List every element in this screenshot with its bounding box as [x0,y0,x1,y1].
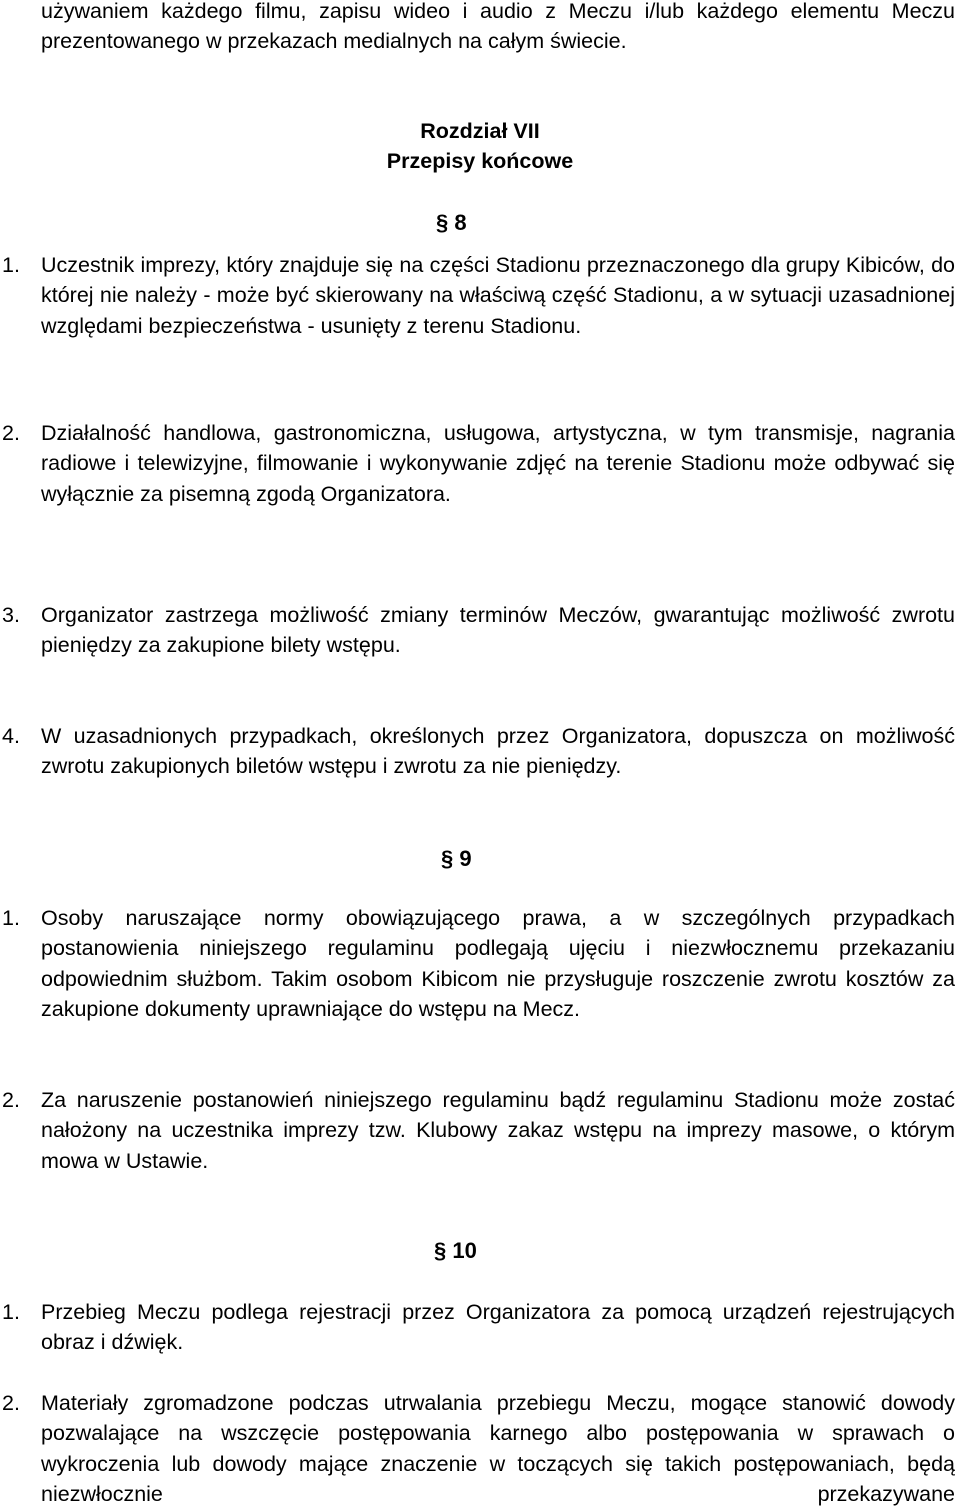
item-number: 2. [2,1391,20,1415]
intro-paragraph [41,0,955,57]
section-8-sign: § 8 [436,210,467,235]
item-text: Za naruszenie postanowień niniejszego regulaminu bądź regulaminu Stadionu może zostać nałożony na uczestnika imprezy tzw. Klubowy zakaz wstępu na imprezy masowe, o którym mowa w Ustawie. [41,1088,955,1173]
section-9-sign: § 9 [441,846,472,871]
item-text: Uczestnik imprezy, który znajduje się na części Stadionu przeznaczonego dla grupy Kibiców, do której nie należy - może być skierowany na właściwą część Stadionu, a w sytuacji uzasadnionej względami bezpieczeństwa - usunięty z terenu Stadionu. [41,253,955,338]
item-text: Organizator zastrzega możliwość zmiany terminów Meczów, gwarantując możliwość zwrotu pieniędzy za zakupione bilety wstępu. [41,603,955,658]
item-text: Osoby naruszające normy obowiązującego prawa, a w szczególnych przypadkach postanowienia niniejszego regulaminu podlegają ujęciu i niezwłocznemu przekazaniu odpowiednim służbom. Takim osobom Kibicom nie przysługuje roszczenie zwrotu kosztów za zakupione dokumenty uprawniające do wstępu na Mecz. [41,906,955,1022]
item-number: 1. [2,906,20,930]
item-text: Działalność handlowa, gastronomiczna, usługowa, artystyczna, w tym transmisje, nagrania radiowe i telewizyjne, filmowanie i wykonywanie zdjęć na terenie Stadionu może odbywać się wyłącznie za pisemną zgodą Organizatora. [41,421,955,506]
section-10-sign: § 10 [434,1238,477,1263]
item-number: 2. [2,421,20,445]
item-number: 3. [2,603,20,627]
item-number: 2. [2,1088,20,1112]
item-number: 4. [2,724,20,748]
item-number: 1. [2,253,20,277]
item-text: Materiały zgromadzone podczas utrwalania przebiegu Meczu, mogące stanowić dowody pozwalające na wszczęcie postępowania karnego albo postępowania w sprawach o wykroczenia lub dowody mające znaczenie w toczących się takich postępowaniach, będą niezwłocznie przekazywane [41,1391,955,1507]
item-text: W uzasadnionych przypadkach, określonych przez Organizatora, dopuszcza on możliwość zwrotu zakupionych biletów wstępu i zwrotu za nie pieniędzy. [41,724,955,779]
item-number: 1. [2,1300,20,1324]
chapter-title: Rozdział VII [420,119,540,143]
chapter-subtitle: Przepisy końcowe [386,149,574,173]
intro-text: używaniem każdego filmu, zapisu wideo i audio z Meczu i/lub każdego elementu Meczu prezentowanego w przekazach medialnych na całym świecie. [41,0,955,54]
item-text: Przebieg Meczu podlega rejestracji przez Organizatora za pomocą urządzeń rejestrujących obraz i dźwięk. [41,1300,955,1355]
